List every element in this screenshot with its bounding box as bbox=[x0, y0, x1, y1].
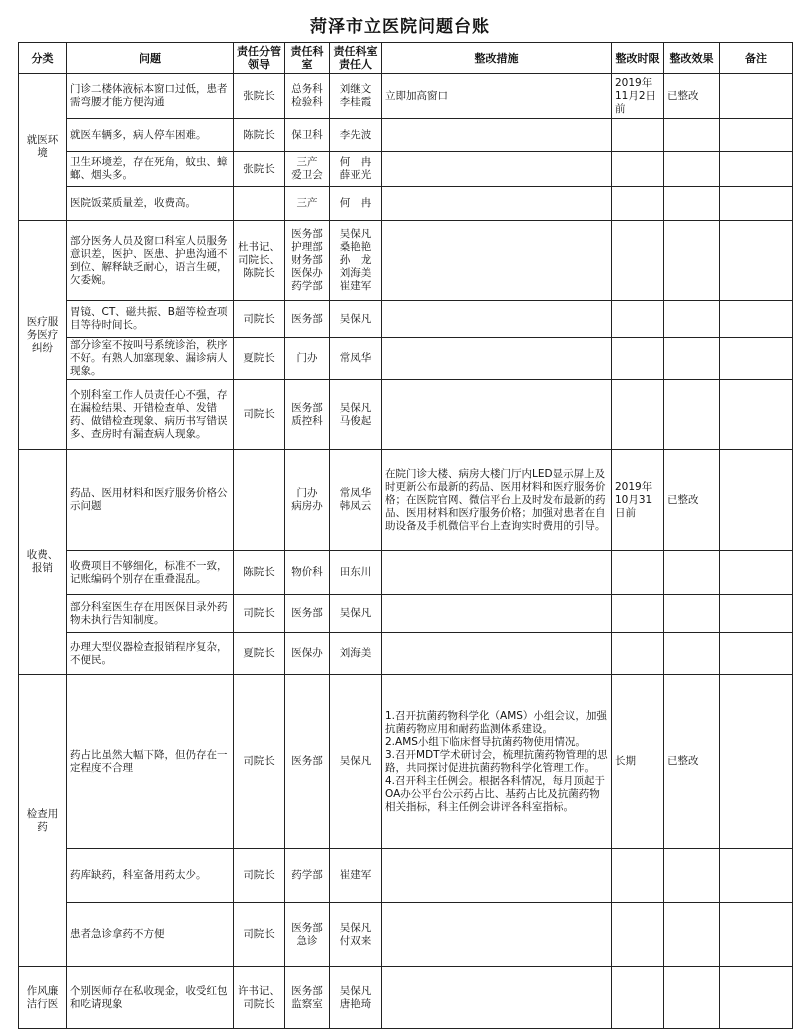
department-cell: 门办 bbox=[285, 338, 330, 380]
person-cell: 刘海美 bbox=[330, 633, 382, 675]
deadline-cell bbox=[612, 967, 664, 1029]
deadline-cell bbox=[612, 551, 664, 595]
table-row bbox=[19, 187, 793, 221]
effect-cell: 已整改 bbox=[664, 675, 720, 849]
leader-cell: 杜书记、 司院长、 陈院长 bbox=[234, 221, 285, 301]
note-cell bbox=[720, 380, 793, 450]
table-row bbox=[19, 551, 793, 595]
department-cell: 医务部 监察室 bbox=[285, 967, 330, 1029]
department-cell: 门办 病房办 bbox=[285, 450, 330, 551]
note-cell bbox=[720, 152, 793, 187]
header-deadline: 整改时限 bbox=[612, 43, 664, 74]
note-cell bbox=[720, 450, 793, 551]
table-row bbox=[19, 338, 793, 380]
note-cell bbox=[720, 119, 793, 152]
note-cell bbox=[720, 849, 793, 903]
category-cell: 医疗服务医疗纠纷 bbox=[19, 221, 67, 450]
note-cell bbox=[720, 74, 793, 119]
department-cell: 医务部 护理部 财务部 医保办 药学部 bbox=[285, 221, 330, 301]
problem-cell: 患者急诊拿药不方便 bbox=[67, 903, 234, 967]
header-effect: 整改效果 bbox=[664, 43, 720, 74]
measure-cell: 立即加高窗口 bbox=[382, 74, 612, 119]
deadline-cell bbox=[612, 301, 664, 338]
measure-cell bbox=[382, 967, 612, 1029]
effect-cell bbox=[664, 152, 720, 187]
problem-cell: 部分医务人员及窗口科室人员服务意识差，医护、医患、护患沟通不到位、解释缺乏耐心，语言生硬，欠委婉。 bbox=[67, 221, 234, 301]
leader-cell bbox=[234, 187, 285, 221]
problem-cell: 药库缺药，科室备用药太少。 bbox=[67, 849, 234, 903]
department-cell: 药学部 bbox=[285, 849, 330, 903]
effect-cell bbox=[664, 119, 720, 152]
problem-cell: 胃镜、CT、磁共振、B超等检查项目等待时间长。 bbox=[67, 301, 234, 338]
person-cell: 何 冉 bbox=[330, 187, 382, 221]
problem-cell: 个别医师存在私收现金，收受红包和吃请现象 bbox=[67, 967, 234, 1029]
deadline-cell bbox=[612, 221, 664, 301]
deadline-cell bbox=[612, 187, 664, 221]
person-cell: 吴保凡 bbox=[330, 301, 382, 338]
table-row bbox=[19, 595, 793, 633]
header-department: 责任科室 bbox=[285, 43, 330, 74]
person-cell: 吴保凡 唐艳琦 bbox=[330, 967, 382, 1029]
category-cell: 就医环境 bbox=[19, 74, 67, 221]
table-row bbox=[19, 967, 793, 1029]
measure-cell bbox=[382, 152, 612, 187]
person-cell: 吴保凡 桑艳艳 孙 龙 刘海美 崔建军 bbox=[330, 221, 382, 301]
problem-cell: 就医车辆多，病人停车困难。 bbox=[67, 119, 234, 152]
note-cell bbox=[720, 187, 793, 221]
leader-cell: 夏院长 bbox=[234, 338, 285, 380]
measure-cell bbox=[382, 595, 612, 633]
header-leader: 责任分管领导 bbox=[234, 43, 285, 74]
note-cell bbox=[720, 675, 793, 849]
leader-cell: 司院长 bbox=[234, 903, 285, 967]
problem-cell: 部分科室医生存在用医保目录外药物未执行告知制度。 bbox=[67, 595, 234, 633]
leader-cell: 陈院长 bbox=[234, 551, 285, 595]
person-cell: 崔建军 bbox=[330, 849, 382, 903]
problem-cell: 办理大型仪器检查报销程序复杂，不便民。 bbox=[67, 633, 234, 675]
problem-cell: 医院饭菜质量差，收费高。 bbox=[67, 187, 234, 221]
problem-cell: 收费项目不够细化，标准不一致，记账编码个别存在重叠混乱。 bbox=[67, 551, 234, 595]
measure-cell bbox=[382, 187, 612, 221]
deadline-cell bbox=[612, 380, 664, 450]
measure-cell bbox=[382, 338, 612, 380]
category-cell: 检查用药 bbox=[19, 675, 67, 967]
measure-cell bbox=[382, 301, 612, 338]
table-row bbox=[19, 221, 793, 301]
department-cell: 医务部 bbox=[285, 595, 330, 633]
note-cell bbox=[720, 301, 793, 338]
effect-cell bbox=[664, 380, 720, 450]
leader-cell: 司院长 bbox=[234, 301, 285, 338]
person-cell: 吴保凡 bbox=[330, 675, 382, 849]
deadline-cell bbox=[612, 849, 664, 903]
table-row bbox=[19, 301, 793, 338]
person-cell: 李先波 bbox=[330, 119, 382, 152]
person-cell: 吴保凡 付双来 bbox=[330, 903, 382, 967]
department-cell: 保卫科 bbox=[285, 119, 330, 152]
deadline-cell: 2019年11月2日前 bbox=[612, 74, 664, 119]
deadline-cell: 长期 bbox=[612, 675, 664, 849]
person-cell: 刘继文 李桂霞 bbox=[330, 74, 382, 119]
note-cell bbox=[720, 595, 793, 633]
effect-cell: 已整改 bbox=[664, 74, 720, 119]
deadline-cell bbox=[612, 595, 664, 633]
person-cell: 田东川 bbox=[330, 551, 382, 595]
leader-cell: 夏院长 bbox=[234, 633, 285, 675]
measure-cell bbox=[382, 380, 612, 450]
problem-cell: 药占比虽然大幅下降，但仍存在一定程度不合理 bbox=[67, 675, 234, 849]
department-cell: 医务部 急诊 bbox=[285, 903, 330, 967]
effect-cell bbox=[664, 967, 720, 1029]
effect-cell bbox=[664, 301, 720, 338]
department-cell: 医务部 bbox=[285, 301, 330, 338]
note-cell bbox=[720, 338, 793, 380]
leader-cell bbox=[234, 450, 285, 551]
effect-cell bbox=[664, 633, 720, 675]
leader-cell: 陈院长 bbox=[234, 119, 285, 152]
deadline-cell bbox=[612, 903, 664, 967]
header-category: 分类 bbox=[19, 43, 67, 74]
department-cell: 医保办 bbox=[285, 633, 330, 675]
header-problem: 问题 bbox=[67, 43, 234, 74]
leader-cell: 司院长 bbox=[234, 380, 285, 450]
table-row bbox=[19, 119, 793, 152]
table-row bbox=[19, 633, 793, 675]
header-measure: 整改措施 bbox=[382, 43, 612, 74]
problem-cell: 药品、医用材料和医疗服务价格公示问题 bbox=[67, 450, 234, 551]
measure-cell bbox=[382, 119, 612, 152]
table-row bbox=[19, 380, 793, 450]
measure-cell: 在院门诊大楼、病房大楼门厅内LED显示屏上及时更新公布最新的药品、医用材料和医疗服务价格；在医院官网、微信平台上及时发布最新的药品、医用材料和医疗服务价格；加强对患者在自助设备及手机微信平台上查询实时费用的引导。 bbox=[382, 450, 612, 551]
leader-cell: 司院长 bbox=[234, 675, 285, 849]
note-cell bbox=[720, 903, 793, 967]
category-cell: 作风廉洁行医 bbox=[19, 967, 67, 1029]
department-cell: 三产 bbox=[285, 187, 330, 221]
table-row bbox=[19, 74, 793, 119]
person-cell: 吴保凡 马俊起 bbox=[330, 380, 382, 450]
department-cell: 总务科 检验科 bbox=[285, 74, 330, 119]
effect-cell bbox=[664, 338, 720, 380]
measure-cell bbox=[382, 633, 612, 675]
header-row bbox=[19, 43, 793, 74]
measure-cell bbox=[382, 849, 612, 903]
issue-ledger-table bbox=[18, 42, 793, 1029]
leader-cell: 张院长 bbox=[234, 152, 285, 187]
table-row bbox=[19, 450, 793, 551]
leader-cell: 司院长 bbox=[234, 595, 285, 633]
measure-cell bbox=[382, 903, 612, 967]
effect-cell bbox=[664, 903, 720, 967]
header-person: 责任科室责任人 bbox=[330, 43, 382, 74]
deadline-cell bbox=[612, 152, 664, 187]
person-cell: 常凤华 韩凤云 bbox=[330, 450, 382, 551]
note-cell bbox=[720, 633, 793, 675]
problem-cell: 卫生环境差，存在死角，蚊虫、蟑螂、烟头多。 bbox=[67, 152, 234, 187]
note-cell bbox=[720, 967, 793, 1029]
page-title: 菏泽市立医院问题台账 bbox=[310, 17, 490, 37]
effect-cell bbox=[664, 551, 720, 595]
problem-cell: 个别科室工作人员责任心不强，存在漏检结果、开错检查单、发错药、做错检查现象、病历书写错误多、查房时有漏查病人现象。 bbox=[67, 380, 234, 450]
table-row bbox=[19, 675, 793, 849]
table-row bbox=[19, 849, 793, 903]
deadline-cell bbox=[612, 119, 664, 152]
problem-cell: 部分诊室不按叫号系统诊治，秩序不好。有熟人加塞现象、漏诊病人现象。 bbox=[67, 338, 234, 380]
note-cell bbox=[720, 551, 793, 595]
measure-cell bbox=[382, 551, 612, 595]
deadline-cell: 2019年10月31日前 bbox=[612, 450, 664, 551]
person-cell: 何 冉 薛亚光 bbox=[330, 152, 382, 187]
department-cell: 三产 爱卫会 bbox=[285, 152, 330, 187]
measure-cell bbox=[382, 221, 612, 301]
problem-cell: 门诊二楼体液标本窗口过低，患者需弯腰才能方便沟通 bbox=[67, 74, 234, 119]
department-cell: 物价科 bbox=[285, 551, 330, 595]
leader-cell: 司院长 bbox=[234, 849, 285, 903]
effect-cell: 已整改 bbox=[664, 450, 720, 551]
effect-cell bbox=[664, 849, 720, 903]
department-cell: 医务部 质控科 bbox=[285, 380, 330, 450]
table-row bbox=[19, 152, 793, 187]
person-cell: 常凤华 bbox=[330, 338, 382, 380]
measure-cell: 1.召开抗菌药物科学化（AMS）小组会议，加强抗菌药物应用和耐药监测体系建设。 2.AMS小组下临床督导抗菌药物使用情况。 3.召开MDT学术研讨会，梳理抗菌药物管理的思路，共同探讨促进抗菌药物科学化管理工作。 4.召开科主任例会。根据各科情况，每月顶起于OA办公平台公示药占比、基药占比及抗菌药物相关指标，科主任例会讲评各科室指标。 bbox=[382, 675, 612, 849]
effect-cell bbox=[664, 187, 720, 221]
ledger-body bbox=[19, 74, 793, 1029]
person-cell: 吴保凡 bbox=[330, 595, 382, 633]
header-note: 备注 bbox=[720, 43, 793, 74]
table-row bbox=[19, 903, 793, 967]
deadline-cell bbox=[612, 338, 664, 380]
leader-cell: 许书记、 司院长 bbox=[234, 967, 285, 1029]
department-cell: 医务部 bbox=[285, 675, 330, 849]
effect-cell bbox=[664, 595, 720, 633]
category-cell: 收费、报销 bbox=[19, 450, 67, 675]
deadline-cell bbox=[612, 633, 664, 675]
leader-cell: 张院长 bbox=[234, 74, 285, 119]
note-cell bbox=[720, 221, 793, 301]
effect-cell bbox=[664, 221, 720, 301]
